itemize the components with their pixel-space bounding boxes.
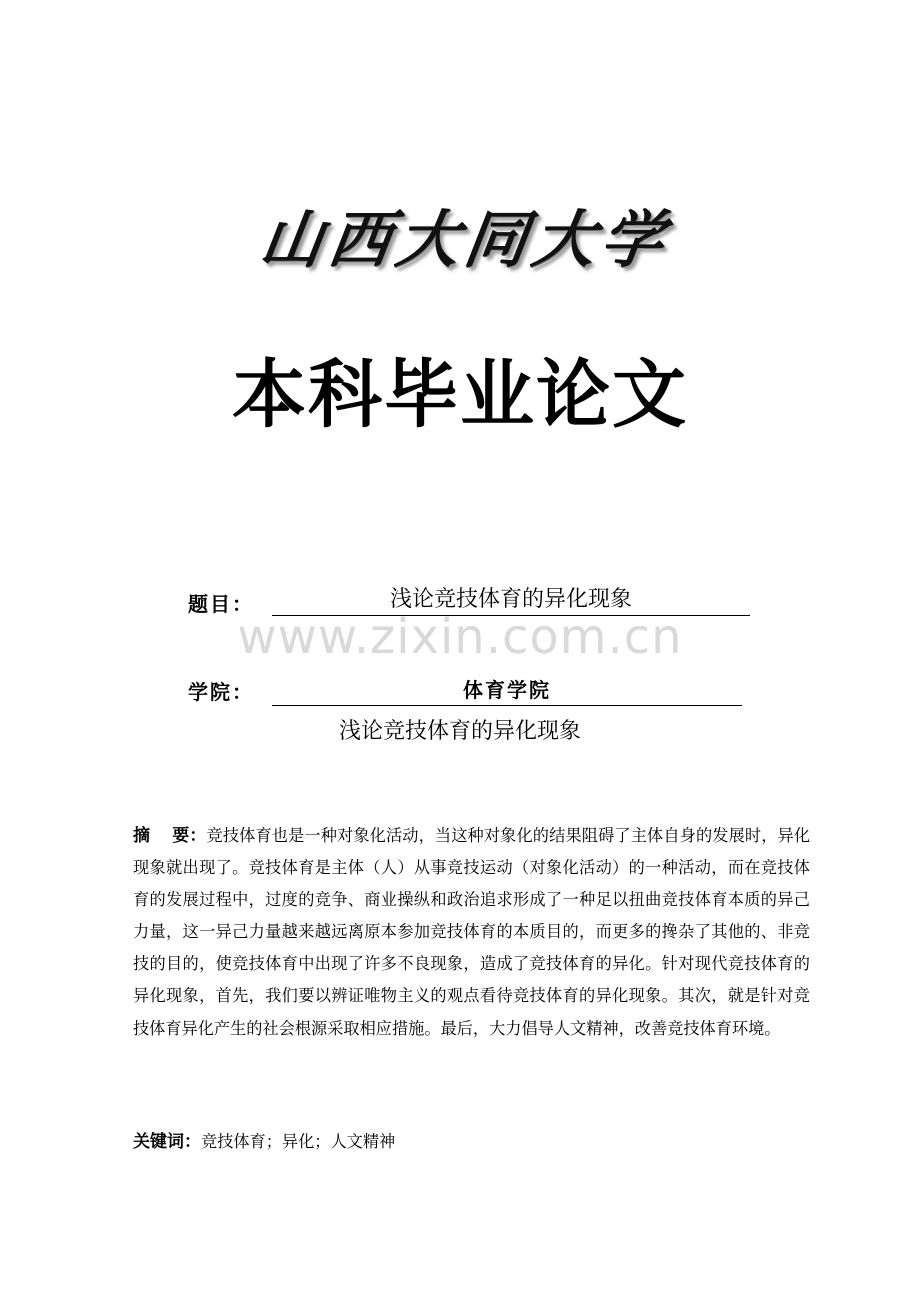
abstract-label-char1: 摘	[133, 826, 151, 846]
abstract-label-char2: 要：	[172, 826, 207, 846]
topic-field: 浅论竞技体育的异化现象	[272, 585, 750, 616]
keywords-value: 竞技体育；异化；人文精神	[201, 1132, 396, 1151]
college-field: 体育学院	[272, 675, 742, 706]
university-logo: 山西大同大学	[255, 203, 675, 276]
watermark: www.zixin.com.cn	[237, 609, 683, 665]
topic-label: 题目：	[188, 592, 254, 616]
thesis-subtitle: 浅论竞技体育的异化现象	[338, 719, 581, 744]
keywords-label: 关键词：	[133, 1132, 201, 1152]
document-type-title: 本科毕业论文	[232, 352, 688, 438]
keywords-line	[133, 1126, 810, 1158]
abstract-text: 竞技体育也是一种对象化活动，当这种对象化的结果阻碍了主体自身的发展时，异化现象就出现了。竞技体育是主体（人）从事竞技运动（对象化活动）的一种活动，而在竞技体育的发展过程中，过度的竞争、商业操纵和政治追求形成了一种足以扭曲竞技体育本质的异己力量，这一异己力量越来越远离原本参加竞技体育的本质目的，而更多的搀杂了其他的、非竞技的目的，使竞技体育中出现了许多不良现象，造成了竞技体育的异化。针对现代竞技体育的异化现象，首先，我们要以辨证唯物主义的观点看待竞技体育的异化现象。其次，就是针对竞技体育异化产生的社会根源采取相应措施。最后，大力倡导人文精神，改善竞技体育环境。	[133, 826, 811, 1038]
college-label: 学院：	[188, 680, 254, 704]
abstract-paragraph	[133, 820, 810, 1045]
